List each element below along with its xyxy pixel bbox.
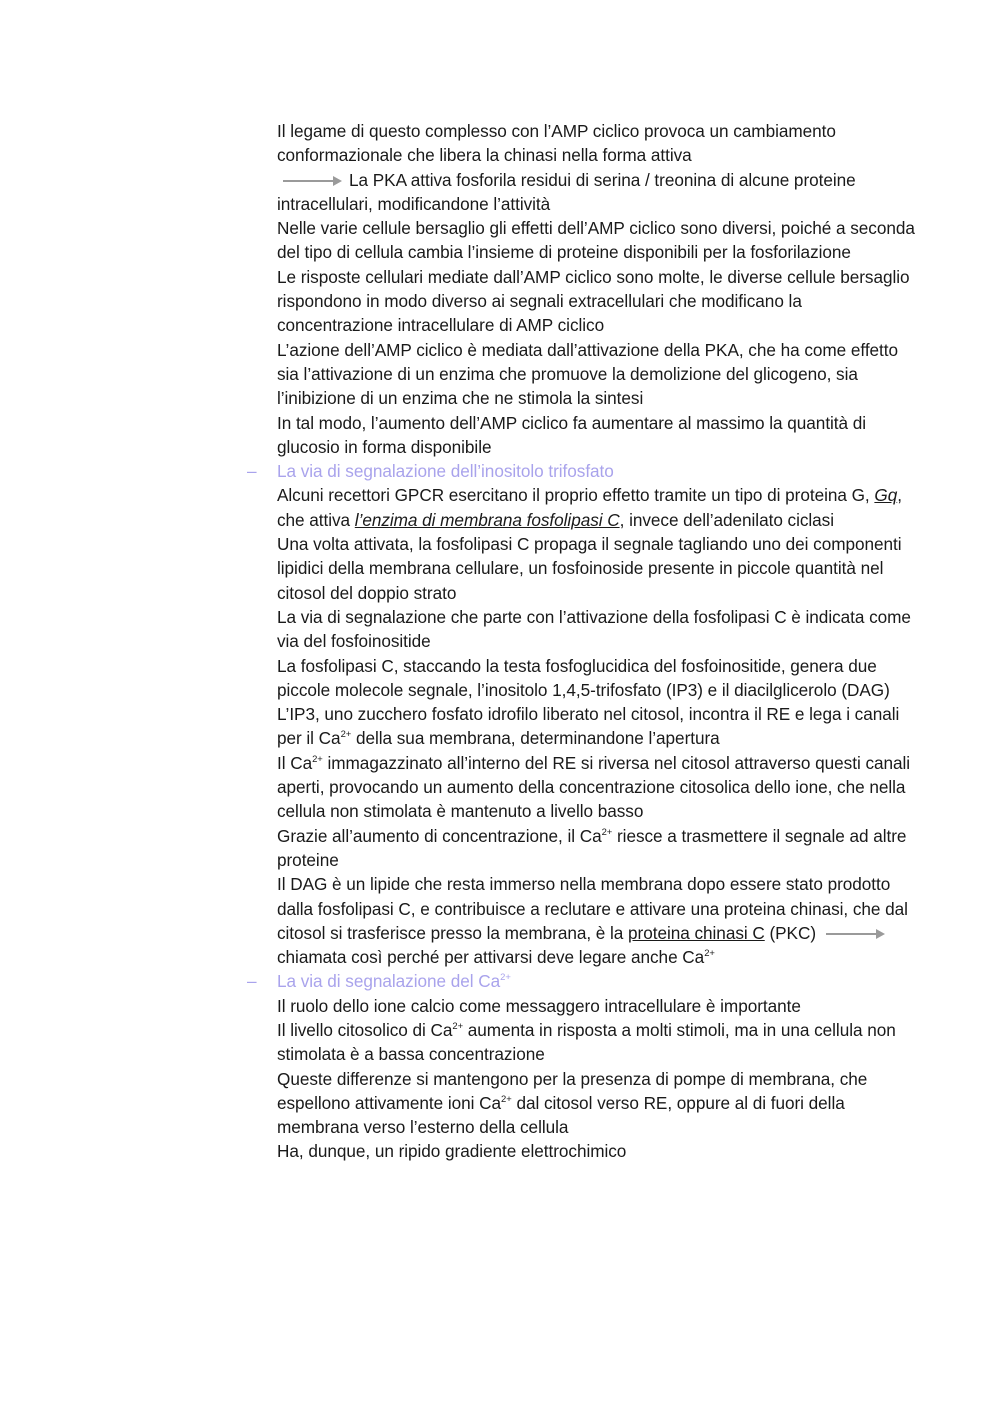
paragraph: Ha, dunque, un ripido gradiente elettrochimico	[277, 1141, 627, 1162]
paragraph-ca	[277, 751, 917, 824]
text-run: della sua membrana, determinandone l’apertura	[351, 728, 720, 749]
paragraph-grazie	[277, 824, 917, 873]
superscript: 2+	[704, 948, 715, 959]
text-run: immagazzinato all’interno del RE si riversa nel citosol attraverso questi canali aperti, provocando un aumento della concentrazione citosolica dello ione, che nella cellula non stimolata è mantenuto a livello basso	[277, 752, 911, 822]
superscript: 2+	[601, 826, 613, 838]
paragraph: In tal modo, l’aumento dell’AMP ciclico fa aumentare al massimo la quantità di glucosio in forma disponibile	[277, 412, 867, 457]
text-run: Grazie all’aumento di concentrazione, il Ca	[277, 825, 602, 846]
text-run: L’IP3, uno zucchero fosfato idrofilo liberato nel citosol, incontra il RE e lega i canali per il Ca	[277, 704, 900, 749]
text-run: Il Ca	[277, 752, 313, 773]
paragraph: Il ruolo dello ione calcio come messaggero intracellulare è importante	[277, 995, 801, 1016]
pka-text: La PKA attiva fosforila residui di serina / treonina di alcune proteine intracellulari, modificandone l’attività	[277, 169, 856, 214]
text-run: aumenta in risposta a molti stimoli, ma in una cellula non stimolata è a bassa concentrazione	[277, 1019, 896, 1065]
superscript: 2+	[452, 1020, 464, 1032]
gq-term: Gq	[874, 485, 898, 506]
paragraph: La fosfolipasi C, staccando la testa fosfoglucidica del fosfoinositide, genera due piccole molecole segnale, l’inositolo 1,4,5-trifosfato (IP3) e il diacilglicerolo (DAG)	[277, 655, 890, 700]
superscript: 2+	[500, 972, 511, 984]
text-run: riesce a trasmettere il segnale ad altre proteine	[277, 825, 907, 870]
enzyme-term: l’enzima di membrana fosfolipasi C	[354, 509, 620, 530]
heading-text: La via di segnalazione dell’inositolo trifosfato	[277, 461, 614, 482]
list-dash: –	[247, 971, 257, 992]
section-heading-ca	[247, 969, 917, 993]
paragraph: La via di segnalazione che parte con l’attivazione della fosfolipasi C è indicata come via del fosfoinositide	[277, 606, 911, 652]
text-run: , che attiva	[277, 485, 902, 530]
paragraph	[277, 1018, 917, 1067]
arrow-icon	[283, 174, 341, 188]
text-run: Il DAG è un lipide che resta immerso nella membrana dopo essere stato prodotto dalla fosfolipasi C, e contribuisce a reclutare e attivare una proteina chinasi, che dal citosol si trasferisce presso la membrana, è la	[277, 874, 908, 943]
text-run: Il livello citosolico di Ca	[277, 1019, 453, 1040]
text-run: (PKC)	[764, 922, 816, 943]
superscript: 2+	[501, 1093, 512, 1105]
paragraph-ip3	[277, 702, 917, 751]
text-run: Queste differenze si mantengono per la presenza di pompe di membrana, che espellono attivamente ioni Ca	[277, 1068, 868, 1113]
paragraph: L’azione dell’AMP ciclico è mediata dall’attivazione della PKA, che ha come effetto sia l’attivazione di un enzima che promuove la demolizione del glicogeno, sia l’inibizione di un enzima che ne stimola la sintesi	[277, 339, 899, 409]
paragraph-gq	[277, 483, 917, 532]
pkc-term: proteina chinasi C	[628, 922, 765, 943]
paragraph-dag	[277, 872, 917, 969]
heading-text: La via di segnalazione del Ca	[277, 971, 501, 992]
paragraph	[277, 1067, 917, 1140]
text-run: chiamata così perché per attivarsi deve legare anche Ca	[277, 947, 705, 968]
notes-body	[247, 119, 917, 1164]
text-run: dal citosol verso RE, oppure al di fuori della membrana verso l’esterno della cellula	[277, 1092, 845, 1138]
paragraph: Le risposte cellulari mediate dall’AMP ciclico sono molte, le diverse cellule bersaglio rispondono in modo diverso ai segnali extracellulari che modificano la concentrazione intracellulare di AMP ciclico	[277, 266, 910, 336]
superscript: 2+	[340, 729, 352, 741]
list-dash: –	[247, 461, 257, 482]
pka-arrow-paragraph	[277, 168, 917, 217]
superscript: 2+	[312, 753, 323, 765]
paragraph: Il legame di questo complesso con l’AMP ciclico provoca un cambiamento conformazionale che libera la chinasi nella forma attiva	[277, 121, 836, 166]
arrow-icon	[826, 927, 884, 941]
paragraph: Una volta attivata, la fosfolipasi C propaga il segnale tagliando uno dei componenti lipidici della membrana cellulare, un fosfoinoside presente in piccole quantità nel citosol del doppio strato	[277, 534, 902, 603]
text-run: , invece dell’adenilato ciclasi	[619, 509, 834, 530]
text-run: Alcuni recettori GPCR esercitano il proprio effetto tramite un tipo di proteina G,	[277, 485, 875, 506]
paragraph: Nelle varie cellule bersaglio gli effetti dell’AMP ciclico sono diversi, poiché a seconda del tipo di cellula cambia l’insieme di proteine disponibili per la fosforilazione	[277, 218, 915, 263]
section-heading-ip3	[247, 459, 917, 483]
